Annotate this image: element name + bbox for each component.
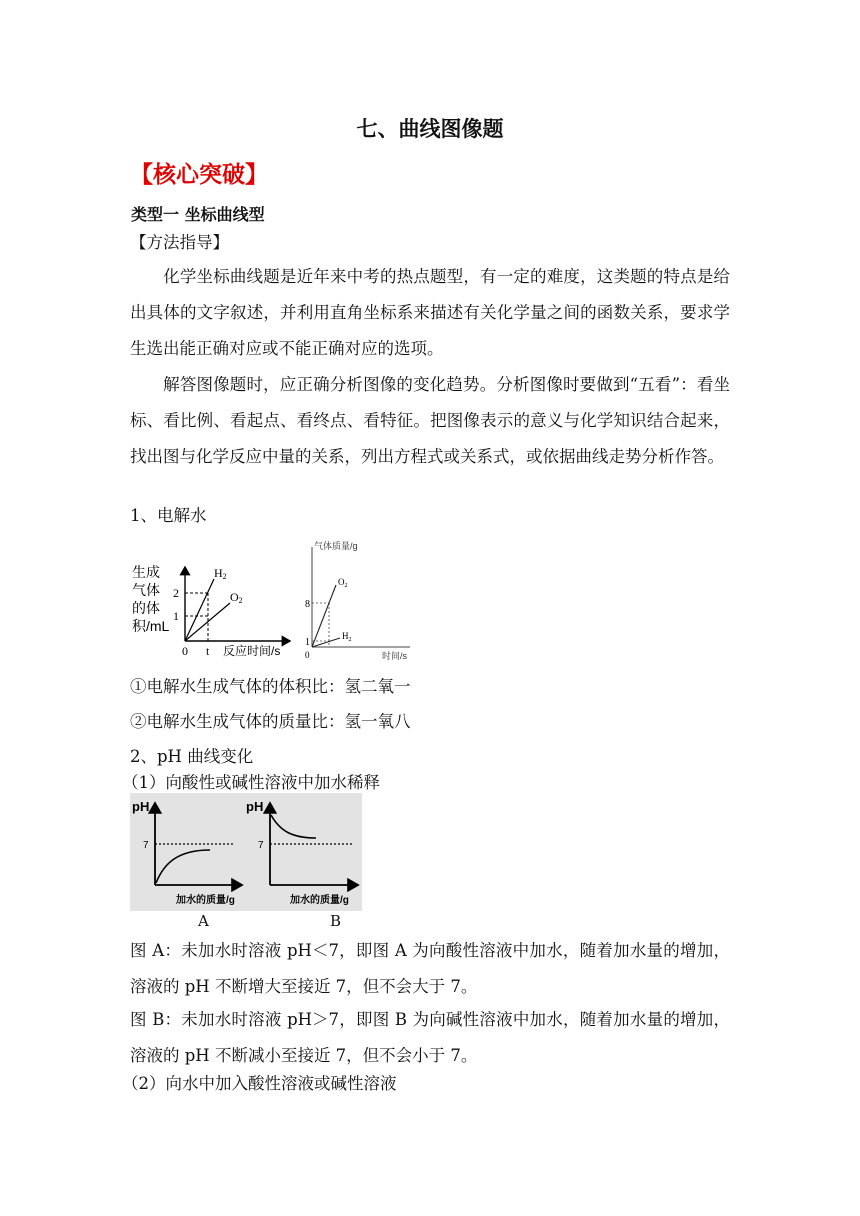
chart-ph-dilution xyxy=(130,793,362,911)
y-tick: 1 xyxy=(305,637,310,648)
type-heading: 类型一 坐标曲线型 xyxy=(131,205,265,224)
xlabel-b: 加水的质量/g xyxy=(290,895,349,906)
chart-mass xyxy=(300,535,415,663)
y-tick: 1 xyxy=(173,609,179,623)
caption-b: B xyxy=(330,912,342,930)
ref-label-b: 7 xyxy=(258,840,264,851)
x-tick: t xyxy=(206,644,210,658)
ref-label-a: 7 xyxy=(143,840,149,851)
ylabel-line: 生成 xyxy=(132,564,160,580)
y-tick: 2 xyxy=(173,586,179,600)
method-heading: 【方法指导】 xyxy=(130,233,229,252)
description-a: 图 A：未加水时溶液 pH＜7，即图 A 为向酸性溶液中加水，随着加水量的增加，溶液的 pH 不断增大至接近 7，但不会大于 7。 xyxy=(130,941,730,996)
series-line-o2 xyxy=(312,585,336,647)
ylabel: 气体质量/g xyxy=(314,541,358,551)
ylabel-line: 积/mL xyxy=(132,618,170,634)
core-heading: 【核心突破】 xyxy=(130,161,268,188)
section-electrolysis: 1、电解水 xyxy=(130,506,207,525)
series-line-h2 xyxy=(312,638,340,647)
series-label-o2: $O_2$ xyxy=(338,577,348,589)
caption-a: A xyxy=(198,912,209,930)
paragraph-intro: 化学坐标曲线题是近年来中考的热点题型，有一定的难度，这类题的特点是给出具体的文字叙述，并利用直角坐标系来描述有关化学量之间的函数关系，要求学生选出能正确对应或不能正确对应的选项。 xyxy=(130,267,730,358)
page-title: 七、曲线图像题 xyxy=(356,116,504,141)
xlabel: 反应时间/s xyxy=(223,644,281,658)
paragraph-method: 解答图像题时，应正确分析图像的变化趋势。分析图像时要做到“五看”：看坐标、看比例、看起点、看终点、看特征。把图像表示的意义与化学知识结合起来，找出图与化学反应中量的关系，列出方程式或关系式，或依据曲线走势分析作答。 xyxy=(130,375,730,466)
section-ph: 2、pH 曲线变化 xyxy=(130,747,254,766)
xlabel: 时间/s xyxy=(382,651,408,661)
ylabel-line: 气体 xyxy=(132,582,160,598)
subsection-add-solution: （2）向水中加入酸性溶液或碱性溶液 xyxy=(122,1074,397,1093)
series-label-h2: H2 xyxy=(214,566,227,581)
series-line-h2 xyxy=(185,579,214,641)
ylabel xyxy=(132,564,170,634)
series-label-h2: $H_2$ xyxy=(342,631,352,643)
y-tick: 8 xyxy=(305,599,310,610)
subsection-dilution: （1）向酸性或碱性溶液中加水稀释 xyxy=(122,773,380,792)
x-tick: 0 xyxy=(182,644,188,658)
note-volume-ratio: ①电解水生成气体的体积比：氢二氧一 xyxy=(130,677,411,696)
ylabel-b: pH xyxy=(246,799,264,814)
ylabel-line: 的体 xyxy=(132,600,160,616)
chart-volume xyxy=(130,555,295,660)
ylabel-a: pH xyxy=(132,799,150,814)
description-b: 图 B：未加水时溶液 pH＞7，即图 B 为向碱性溶液中加水，随着加水量的增加，溶液的 pH 不断减小至接近 7，但不会小于 7。 xyxy=(130,1010,730,1065)
note-mass-ratio: ②电解水生成气体的质量比：氢一氧八 xyxy=(130,712,411,731)
series-label-o2: O2 xyxy=(230,590,243,605)
x-tick: 0 xyxy=(305,650,310,660)
xlabel-a: 加水的质量/g xyxy=(176,895,235,906)
